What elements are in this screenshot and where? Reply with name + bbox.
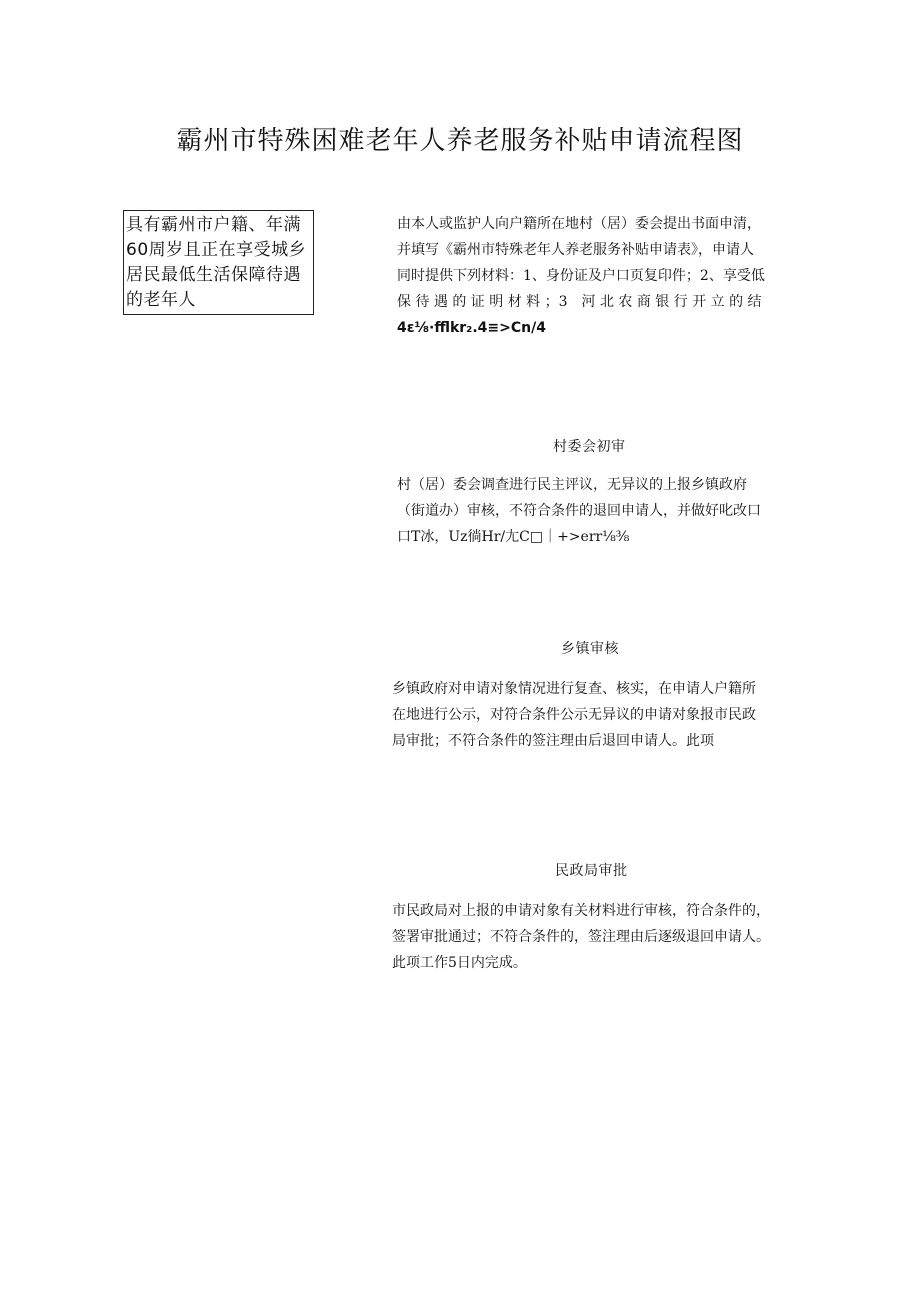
village-review-line: （街道办）审核，不符合条件的退回申请人，并做好叱改口	[397, 503, 761, 519]
eligibility-line: 的老年人	[126, 290, 196, 310]
civil-affairs-approval-line: 签署审批通过；不符合条件的，签注理由后逐级退回申请人。	[392, 929, 770, 945]
township-review-line: 乡镇政府对申请对象情况进行复查、核实，在申请人户籍所	[392, 681, 756, 697]
village-review-paragraph	[397, 472, 761, 550]
civil-affairs-approval-line: 此项工作5日内完成。	[392, 955, 527, 971]
step-heading-village-review: 村委会初审	[553, 439, 626, 455]
application-line: 由本人或监护人向户籍所在地村（居）委会提出书面申清，	[397, 216, 761, 232]
village-review-line: 口T冰，Uz徜Hr/尢C□｜+>err⅛⅜	[397, 529, 630, 545]
township-review-line: 在地进行公示，对符合条件公示无异议的申请对象报市民政	[392, 707, 756, 723]
application-line: 4ε⅛·fflkr₂.4≡>Cn/4	[397, 320, 546, 336]
application-line: 并填写《霸州市特殊老年人养老服务补贴申请表》，申请人	[397, 242, 754, 258]
page-title: 霸州市特殊困难老年人养老服务补贴申请流程图	[176, 126, 744, 156]
application-line: 同时提供下列材料：1、身份证及户口页复印件；2、享受低	[397, 268, 765, 284]
step-heading-township-review: 乡镇审核	[561, 641, 619, 657]
eligibility-line: 居民最低生活保障待遇	[126, 265, 301, 285]
township-review-line: 局审批；不符合条件的签注理由后退回申请人。此项	[392, 733, 714, 749]
application-paragraph	[397, 211, 765, 341]
step-heading-civil-affairs-approval: 民政局审批	[555, 863, 628, 879]
civil-affairs-approval-paragraph	[392, 898, 770, 976]
eligibility-line: 60周岁且正在享受城乡	[126, 240, 307, 260]
village-review-line: 村（居）委会调查进行民主评议，无异议的上报乡镇政府	[397, 477, 747, 493]
application-line: 保 待 遇 的 证 明 材 料 ；3 河 北 农 商 银 行 开 立 的 结	[397, 294, 762, 310]
eligibility-box	[123, 210, 314, 315]
township-review-paragraph	[392, 676, 756, 754]
eligibility-line: 具有霸州市户籍、年满	[126, 215, 301, 235]
civil-affairs-approval-line: 市民政局对上报的申请对象有关材料进行审核，符合条件的，	[392, 903, 770, 919]
